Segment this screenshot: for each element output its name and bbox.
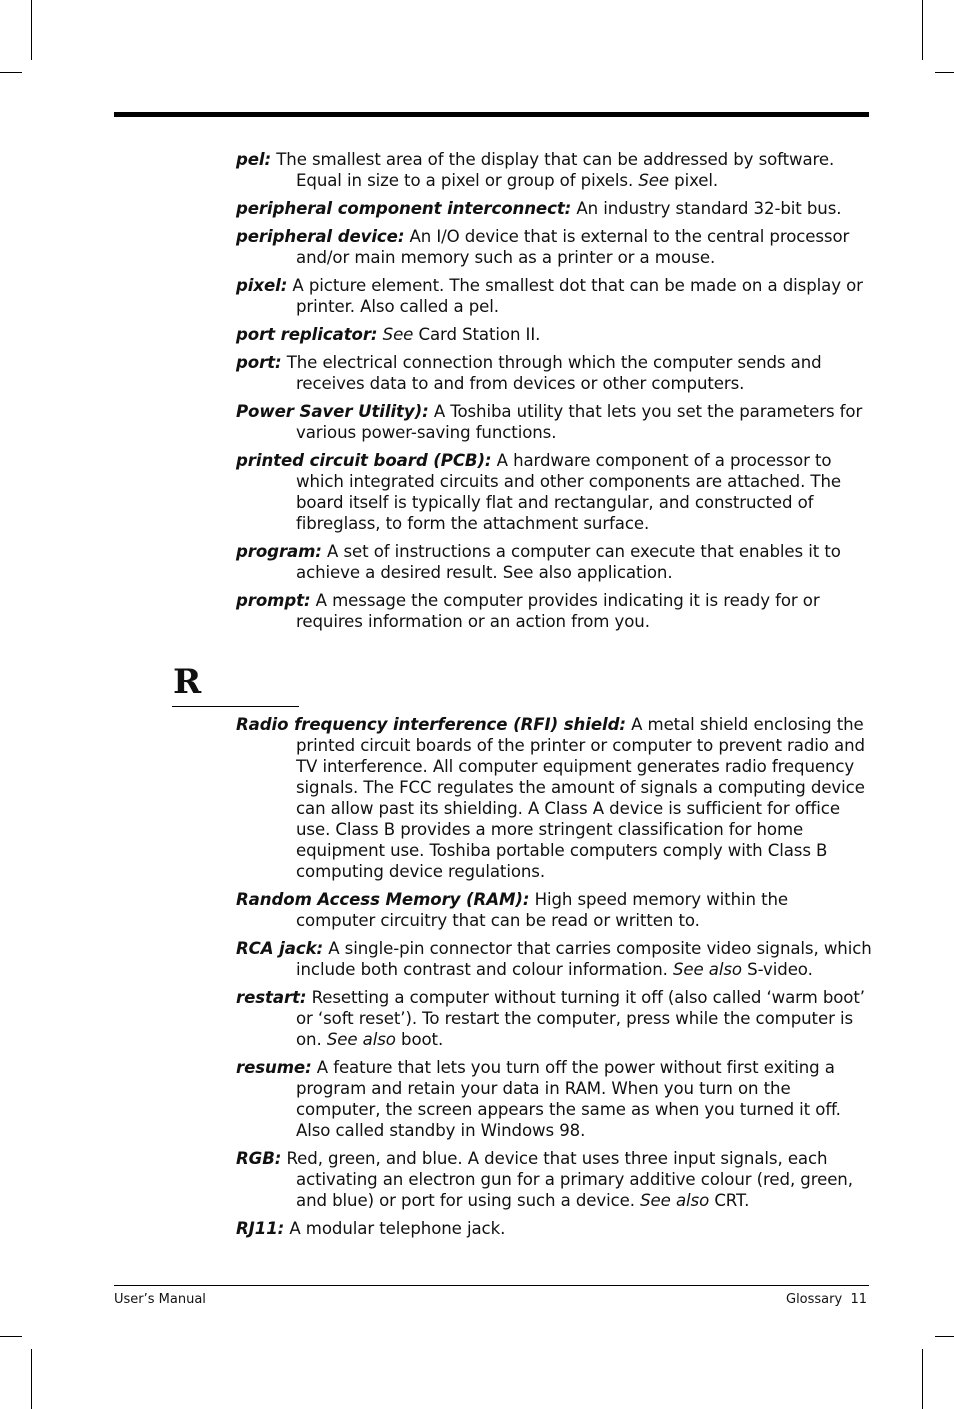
cross-reference-label: See also xyxy=(640,1191,710,1210)
glossary-entry xyxy=(236,889,872,931)
glossary-entry xyxy=(236,590,872,632)
glossary-term: printed circuit board (PCB): xyxy=(236,451,492,470)
glossary-term: RGB: xyxy=(236,1149,282,1168)
cross-reference-label: See also xyxy=(326,1030,396,1049)
glossary-definition: A picture element. The smallest dot that can be made on a display or printer. Also called a pel. xyxy=(287,276,863,316)
glossary-term: pel: xyxy=(236,150,272,169)
glossary-entry xyxy=(236,198,872,219)
crop-mark xyxy=(935,1336,954,1337)
footer-rule xyxy=(114,1285,869,1286)
cross-reference-label: See also xyxy=(672,960,742,979)
glossary-entry xyxy=(236,1218,872,1239)
glossary-definition: A Toshiba utility that lets you set the parameters for various power-saving functions. xyxy=(296,402,863,442)
glossary-definition: High speed memory within the computer circuitry that can be read or written to. xyxy=(296,890,789,930)
glossary-entry xyxy=(236,324,872,345)
footer-manual-title: User’s Manual xyxy=(114,1292,206,1307)
cross-reference-label: See xyxy=(638,171,669,190)
glossary-term: peripheral component interconnect: xyxy=(236,199,572,218)
glossary-definition: A modular telephone jack. xyxy=(284,1219,506,1238)
glossary-definition: An I/O device that is external to the central processor and/or main memory such as a printer or a mouse. xyxy=(296,227,850,267)
section-letter: R xyxy=(173,662,202,702)
crop-mark xyxy=(0,1336,22,1337)
crop-mark xyxy=(935,72,954,73)
glossary-definition: A single-pin connector that carries composite video signals, which include both contrast and colour information. xyxy=(296,939,872,979)
glossary-definition: Resetting a computer without turning it off (also called ‘warm boot’ or ‘soft reset’). To restart the computer, press while the computer is on. xyxy=(296,988,865,1049)
glossary-definition: A set of instructions a computer can execute that enables it to achieve a desired result. See also application. xyxy=(296,542,841,582)
glossary-term: RJ11: xyxy=(236,1219,285,1238)
crop-mark xyxy=(922,0,923,60)
glossary-definition: A hardware component of a processor to which integrated circuits and other components are attached. The board itself is typically flat and rectangular, and constructed of fibreglass, to form the attachment surface. xyxy=(296,451,841,533)
glossary-definition: pixel. xyxy=(668,171,719,190)
glossary-entry xyxy=(236,352,872,394)
glossary-entry xyxy=(236,226,872,268)
glossary-term: port replicator: xyxy=(236,325,378,344)
glossary-definition: The electrical connection through which the computer sends and receives data to and from devices or other computers. xyxy=(281,353,822,393)
glossary-definition: The smallest area of the display that can be addressed by software. Equal in size to a pixel or group of pixels. xyxy=(271,150,835,190)
glossary-term: Power Saver Utility): xyxy=(236,402,429,421)
glossary-entry xyxy=(236,450,872,534)
glossary-term: restart: xyxy=(236,988,307,1007)
glossary-entry xyxy=(236,987,872,1050)
section-rule xyxy=(172,706,299,707)
glossary-definition: CRT. xyxy=(709,1191,750,1210)
glossary-term: port: xyxy=(236,353,282,372)
glossary-definition: Red, green, and blue. A device that uses three input signals, each activating an electron gun for a primary additive colour (red, green, and blue) or port for using such a device. xyxy=(281,1149,853,1210)
glossary-definition: Card Station II. xyxy=(413,325,541,344)
header-rule xyxy=(114,112,869,117)
glossary-term: program: xyxy=(236,542,322,561)
cross-reference-label: See xyxy=(382,325,414,344)
crop-mark xyxy=(0,72,22,73)
glossary-term: peripheral device: xyxy=(236,227,405,246)
glossary-term: pixel: xyxy=(236,276,288,295)
footer-page-number: Glossary 11 xyxy=(786,1292,867,1307)
crop-mark xyxy=(31,1349,32,1409)
glossary-term: resume: xyxy=(236,1058,312,1077)
glossary-entry xyxy=(236,938,872,980)
glossary-term: RCA jack: xyxy=(236,939,324,958)
glossary-entry xyxy=(236,1057,872,1141)
glossary-definition: An industry standard 32-bit bus. xyxy=(571,199,842,218)
crop-mark xyxy=(31,0,32,60)
glossary-entry xyxy=(236,149,872,191)
glossary-definition: boot. xyxy=(395,1030,444,1049)
crop-mark xyxy=(922,1349,923,1409)
glossary-entry xyxy=(236,541,872,583)
glossary-definition: A metal shield enclosing the printed circuit boards of the printer or computer to prevent radio and TV interference. All computer equipment generates radio frequency signals. The FCC regulates the amount of signals a computing device can allow past its shielding. A Class A device is sufficient for office use. Class B provides a more stringent classification for home equipment use. Toshiba portable computers comply with Class B computing device regulations. xyxy=(296,715,865,881)
glossary-definition: A feature that lets you turn off the power without first exiting a program and retain your data in RAM. When you turn on the computer, the screen appears the same as when you turned it off. Also called standby in Windows 98. xyxy=(296,1058,841,1140)
glossary-entry xyxy=(236,1148,872,1211)
glossary-list-r xyxy=(236,714,872,1246)
glossary-term: Radio frequency interference (RFI) shield: xyxy=(236,715,626,734)
glossary-term: prompt: xyxy=(236,591,311,610)
glossary-entry xyxy=(236,714,872,882)
glossary-entry xyxy=(236,275,872,317)
glossary-definition: A message the computer provides indicating it is ready for or requires information or an action from you. xyxy=(296,591,820,631)
glossary-definition: S-video. xyxy=(741,960,813,979)
glossary-list-p xyxy=(236,149,872,639)
glossary-term: Random Access Memory (RAM): xyxy=(236,890,530,909)
glossary-entry xyxy=(236,401,872,443)
